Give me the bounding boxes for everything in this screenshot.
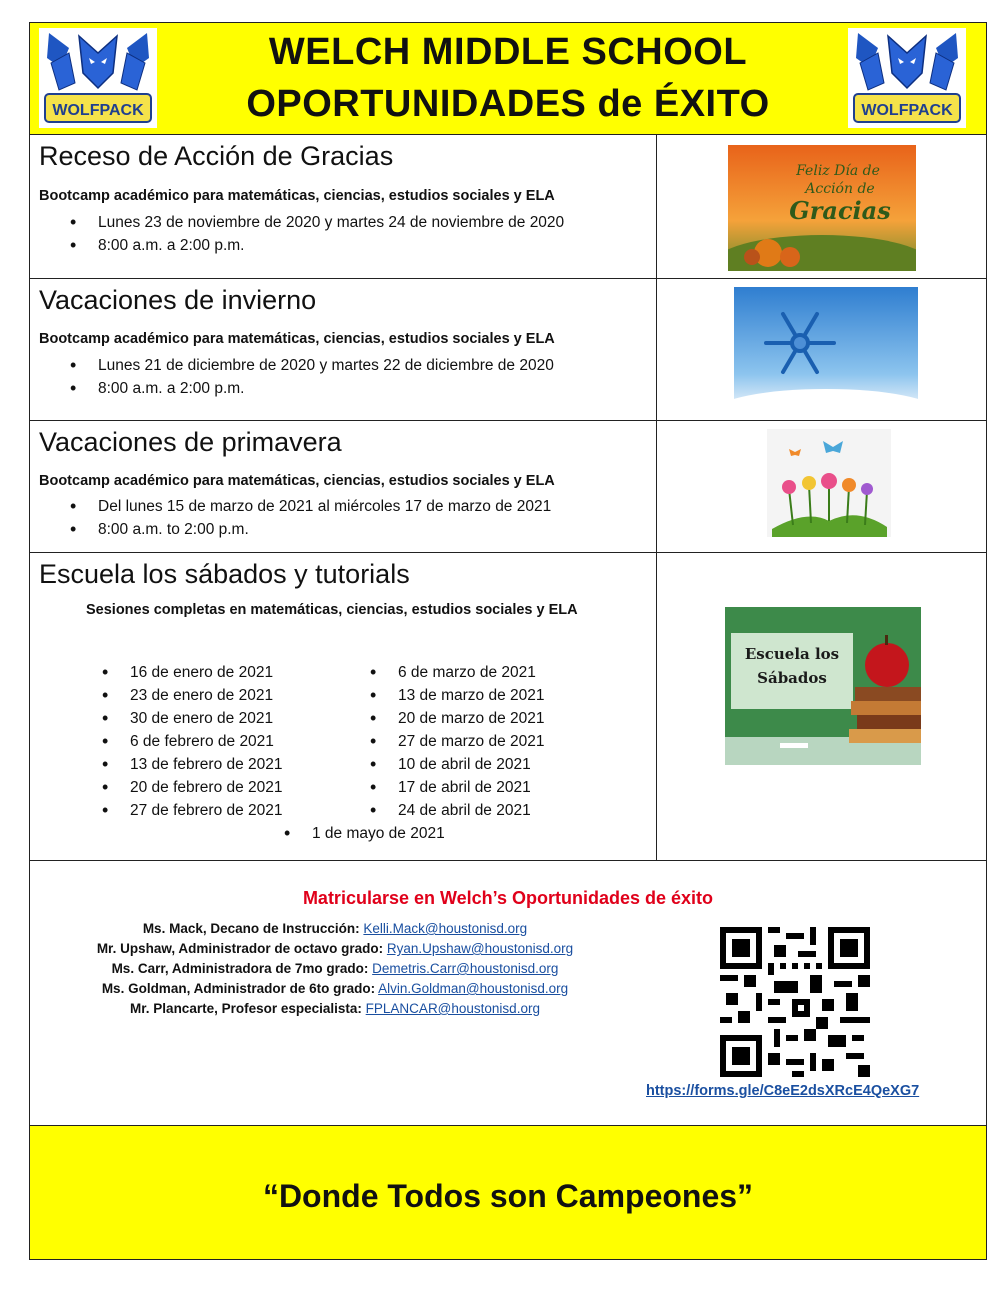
dates-list-col1	[102, 661, 283, 822]
list-item: • 13 de febrero de 2021	[102, 753, 283, 776]
svg-text:Feliz Día de: Feliz Día de	[796, 163, 880, 179]
contact-email-link[interactable]: Kelli.Mack@houstonisd.org	[363, 921, 528, 936]
section-thanksgiving	[30, 135, 986, 279]
section-subtitle: Bootcamp académico para matemáticas, ciencias, estudios sociales y ELA	[39, 331, 555, 347]
contact-email-link[interactable]: Demetris.Carr@houstonisd.org	[372, 961, 559, 976]
section-subtitle: Bootcamp académico para matemáticas, ciencias, estudios sociales y ELA	[39, 188, 555, 204]
svg-text:WOLFPACK: WOLFPACK	[861, 102, 953, 119]
form-link[interactable]: https://forms.gle/C8eE2dsXRcE4QeXG7	[646, 1083, 920, 1099]
contact-name: Ms. Mack, Decano de Instrucción:	[142, 921, 360, 936]
contact-name: Mr. Plancarte, Profesor especialista:	[130, 1001, 362, 1016]
list-item: • 6 de febrero de 2021	[102, 730, 283, 753]
footer-banner	[30, 1125, 986, 1259]
svg-text:Sábados: Sábados	[757, 669, 827, 687]
list-item: • 16 de enero de 2021	[102, 661, 283, 684]
list-item: • Lunes 23 de noviembre de 2020 y martes 24 de noviembre de 2020	[70, 211, 564, 234]
contact-row	[55, 979, 615, 999]
section-title: Vacaciones de invierno	[39, 285, 317, 315]
list-item: • 13 de marzo de 2021	[370, 684, 545, 707]
contact-name: Ms. Carr, Administradora de 7mo grado:	[111, 961, 369, 976]
svg-text:WOLFPACK: WOLFPACK	[52, 102, 144, 119]
section-title: Escuela los sábados y tutorials	[39, 559, 410, 589]
list-item: • 6 de marzo de 2021	[370, 661, 545, 684]
list-item: • 30 de enero de 2021	[102, 707, 283, 730]
section-subtitle: Bootcamp académico para matemáticas, ciencias, estudios sociales y ELA	[39, 473, 555, 489]
list-item: • 27 de marzo de 2021	[370, 730, 545, 753]
list-item: • 23 de enero de 2021	[102, 684, 283, 707]
list-item: • Lunes 21 de diciembre de 2020 y martes 22 de diciembre de 2020	[70, 354, 554, 377]
contact-row	[55, 999, 615, 1019]
dates-list-last	[284, 822, 445, 845]
contact-row	[55, 959, 615, 979]
list-item: • 20 de marzo de 2021	[370, 707, 545, 730]
section-saturday-school	[30, 553, 986, 861]
section-spring	[30, 421, 986, 553]
list-item: • 17 de abril de 2021	[370, 776, 545, 799]
section-winter	[30, 279, 986, 421]
dates-list-col2	[370, 661, 545, 822]
contact-list	[55, 919, 615, 1019]
list-item: • 8:00 a.m. a 2:00 p.m.	[70, 377, 554, 400]
contact-name: Ms. Goldman, Administrador de 6to grado:	[101, 981, 376, 996]
svg-text:Gracias: Gracias	[789, 196, 891, 225]
slogan-text: “Donde Todos son Campeones”	[262, 1178, 754, 1214]
saturday-school-image	[725, 607, 921, 765]
list-item: • 1 de mayo de 2021	[284, 822, 445, 845]
list-item: • Del lunes 15 de marzo de 2021 al miércoles 17 de marzo de 2021	[70, 495, 551, 518]
bullet-list	[70, 495, 551, 541]
list-item: • 20 de febrero de 2021	[102, 776, 283, 799]
list-item: • 8:00 a.m. a 2:00 p.m.	[70, 234, 564, 257]
program-title: OPORTUNIDADES de ÉXITO	[246, 83, 770, 125]
list-item: • 27 de febrero de 2021	[102, 799, 283, 822]
wolfpack-logo-right	[848, 28, 966, 128]
enroll-title: Matricularse en Welch’s Oportunidades de éxito	[302, 888, 714, 908]
list-item: • 8:00 a.m. to 2:00 p.m.	[70, 518, 551, 541]
contact-name: Mr. Upshaw, Administrador de octavo grado:	[96, 941, 384, 956]
contact-email-link[interactable]: Alvin.Goldman@houstonisd.org	[378, 981, 569, 996]
contact-row	[55, 939, 615, 959]
flowers-image	[767, 429, 891, 537]
list-item: • 24 de abril de 2021	[370, 799, 545, 822]
snowflake-image	[734, 287, 918, 411]
bullet-list	[70, 211, 564, 257]
qr-code[interactable]	[720, 927, 870, 1077]
svg-text:Escuela los: Escuela los	[744, 645, 840, 663]
list-item: • 10 de abril de 2021	[370, 753, 545, 776]
section-title: Receso de Acción de Gracias	[39, 141, 394, 171]
contact-row	[55, 919, 615, 939]
header-banner	[30, 23, 986, 135]
bullet-list	[70, 354, 554, 400]
section-title: Vacaciones de primavera	[39, 427, 342, 457]
thanksgiving-image	[728, 145, 916, 271]
school-name-title: WELCH MIDDLE SCHOOL	[268, 31, 748, 73]
section-subtitle: Sesiones completas en matemáticas, ciencias, estudios sociales y ELA	[86, 602, 578, 618]
section-enroll	[30, 861, 986, 1127]
contact-email-link[interactable]: FPLANCAR@houstonisd.org	[365, 1001, 540, 1016]
flyer-page	[29, 22, 987, 1260]
svg-text:Acción de: Acción de	[805, 181, 875, 197]
contact-email-link[interactable]: Ryan.Upshaw@houstonisd.org	[386, 941, 574, 956]
